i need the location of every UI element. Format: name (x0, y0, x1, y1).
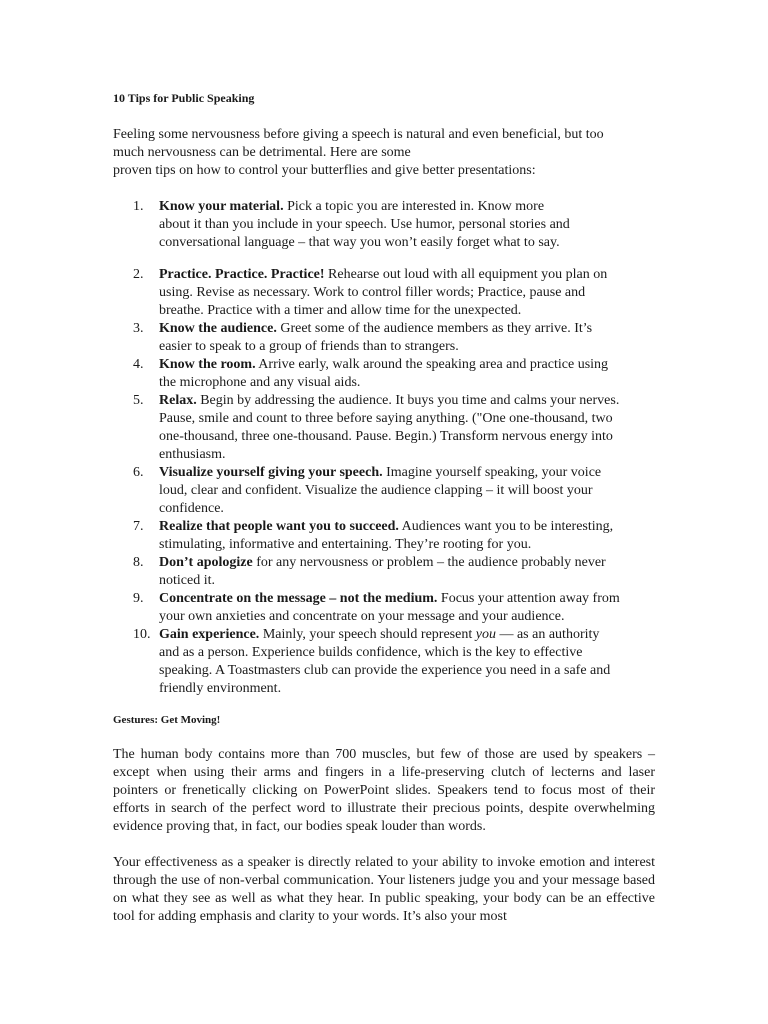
body-paragraph: Your effectiveness as a speaker is directly related to your ability to invoke emotion and interest through the use of non-verbal communication. Your listeners judge you and your message based on what they see as well as what they hear. In public speaking, your body can be an effective tool for adding emphasis and clarity to your words. It’s also your most (113, 855, 655, 924)
tip-text: enthusiasm. (159, 447, 226, 462)
tip-number: 10. (133, 627, 151, 642)
tip-number: 6. (133, 465, 144, 480)
tip-text: — as an authority (495, 627, 600, 642)
tip-text: Begin by addressing the audience. It buys you time and calms your nerves. (196, 393, 620, 408)
tip-heading: Relax. (159, 393, 197, 408)
tip-item-6 (113, 464, 658, 518)
tip-text: the microphone and any visual aids. (159, 375, 361, 390)
tip-number: 2. (133, 267, 144, 282)
tip-item-9 (113, 590, 658, 626)
tip-text: Rehearse out loud with all equipment you plan on (324, 267, 608, 282)
tip-text: about it than you include in your speech. Use humor, personal stories and (159, 217, 570, 232)
tip-number: 8. (133, 555, 144, 570)
tip-heading: Know your material. (159, 199, 284, 214)
tip-heading: Practice. Practice. Practice! (159, 267, 325, 282)
tip-number: 1. (133, 199, 144, 214)
tip-emphasis: you (475, 627, 496, 642)
tip-text: using. Revise as necessary. Work to control filler words; Practice, pause and (159, 285, 586, 300)
tip-heading: Know the audience. (159, 321, 277, 336)
tip-text: Arrive early, walk around the speaking area and practice using (255, 357, 609, 372)
document-title: 10 Tips for Public Speaking (113, 91, 255, 105)
intro-line: Feeling some nervousness before giving a speech is natural and even beneficial, but too (113, 127, 604, 142)
tip-text: breathe. Practice with a timer and allow time for the unexpected. (159, 303, 522, 318)
tip-heading: Don’t apologize (159, 555, 253, 570)
body-paragraph: The human body contains more than 700 muscles, but few of those are used by speakers – except when using their arms and fingers in a life-preserving clutch of lecterns and laser pointers or frenetically clicking on PowerPoint slides. Speakers tend to focus most of their efforts in search of the perfect word to illustrate their precious points, despite overwhelming evidence proving that, in fact, our bodies speak louder than words. (113, 747, 655, 834)
tip-text: Focus your attention away from (437, 591, 620, 606)
tip-heading: Know the room. (159, 357, 256, 372)
tip-text: Pause, smile and count to three before saying anything. ("One one-thousand, two (159, 411, 613, 426)
intro-line: much nervousness can be detrimental. Here are some (113, 145, 411, 160)
tip-number: 9. (133, 591, 144, 606)
section-heading: Gestures: Get Moving! (113, 714, 221, 726)
tip-number: 7. (133, 519, 144, 534)
tip-heading: Gain experience. (159, 627, 260, 642)
tip-text: stimulating, informative and entertaining. They’re rooting for you. (159, 537, 532, 552)
tip-item-4 (113, 356, 658, 392)
tip-item-2 (113, 266, 658, 320)
tip-text: Greet some of the audience members as they arrive. It’s (276, 321, 593, 336)
tip-number: 4. (133, 357, 144, 372)
intro-line: proven tips on how to control your butterflies and give better presentations: (113, 163, 536, 178)
tip-text: Imagine yourself speaking, your voice (382, 465, 602, 480)
tip-text: noticed it. (159, 573, 215, 588)
tip-item-3 (113, 320, 658, 356)
tips-list (113, 198, 658, 698)
tip-number: 5. (133, 393, 144, 408)
tip-text: for any nervousness or problem – the audience probably never (252, 555, 606, 570)
tip-text: Audiences want you to be interesting, (398, 519, 614, 534)
tip-item-1 (113, 198, 658, 252)
intro-paragraph (113, 126, 658, 180)
tip-text: conversational language – that way you won’t easily forget what to say. (159, 235, 560, 250)
tip-item-5 (113, 392, 658, 464)
tip-text: confidence. (159, 501, 224, 516)
tip-text: one-thousand, three one-thousand. Pause. Begin.) Transform nervous energy into (159, 429, 613, 444)
tip-text: Pick a topic you are interested in. Know more (283, 199, 545, 214)
tip-item-7 (113, 518, 658, 554)
tip-heading: Visualize yourself giving your speech. (159, 465, 383, 480)
tip-text: Mainly, your speech should represent (259, 627, 476, 642)
tip-item-10 (113, 626, 658, 698)
tip-heading: Concentrate on the message – not the medium. (159, 591, 438, 606)
tip-text: loud, clear and confident. Visualize the audience clapping – it will boost your (159, 483, 593, 498)
tip-text: easier to speak to a group of friends than to strangers. (159, 339, 459, 354)
tip-text: friendly environment. (159, 681, 282, 696)
tip-heading: Realize that people want you to succeed. (159, 519, 399, 534)
tip-text: speaking. A Toastmasters club can provide the experience you need in a safe and (159, 663, 611, 678)
tip-number: 3. (133, 321, 144, 336)
tip-item-8 (113, 554, 658, 590)
tip-text: and as a person. Experience builds confidence, which is the key to effective (159, 645, 583, 660)
tip-text: your own anxieties and concentrate on your message and your audience. (159, 609, 565, 624)
